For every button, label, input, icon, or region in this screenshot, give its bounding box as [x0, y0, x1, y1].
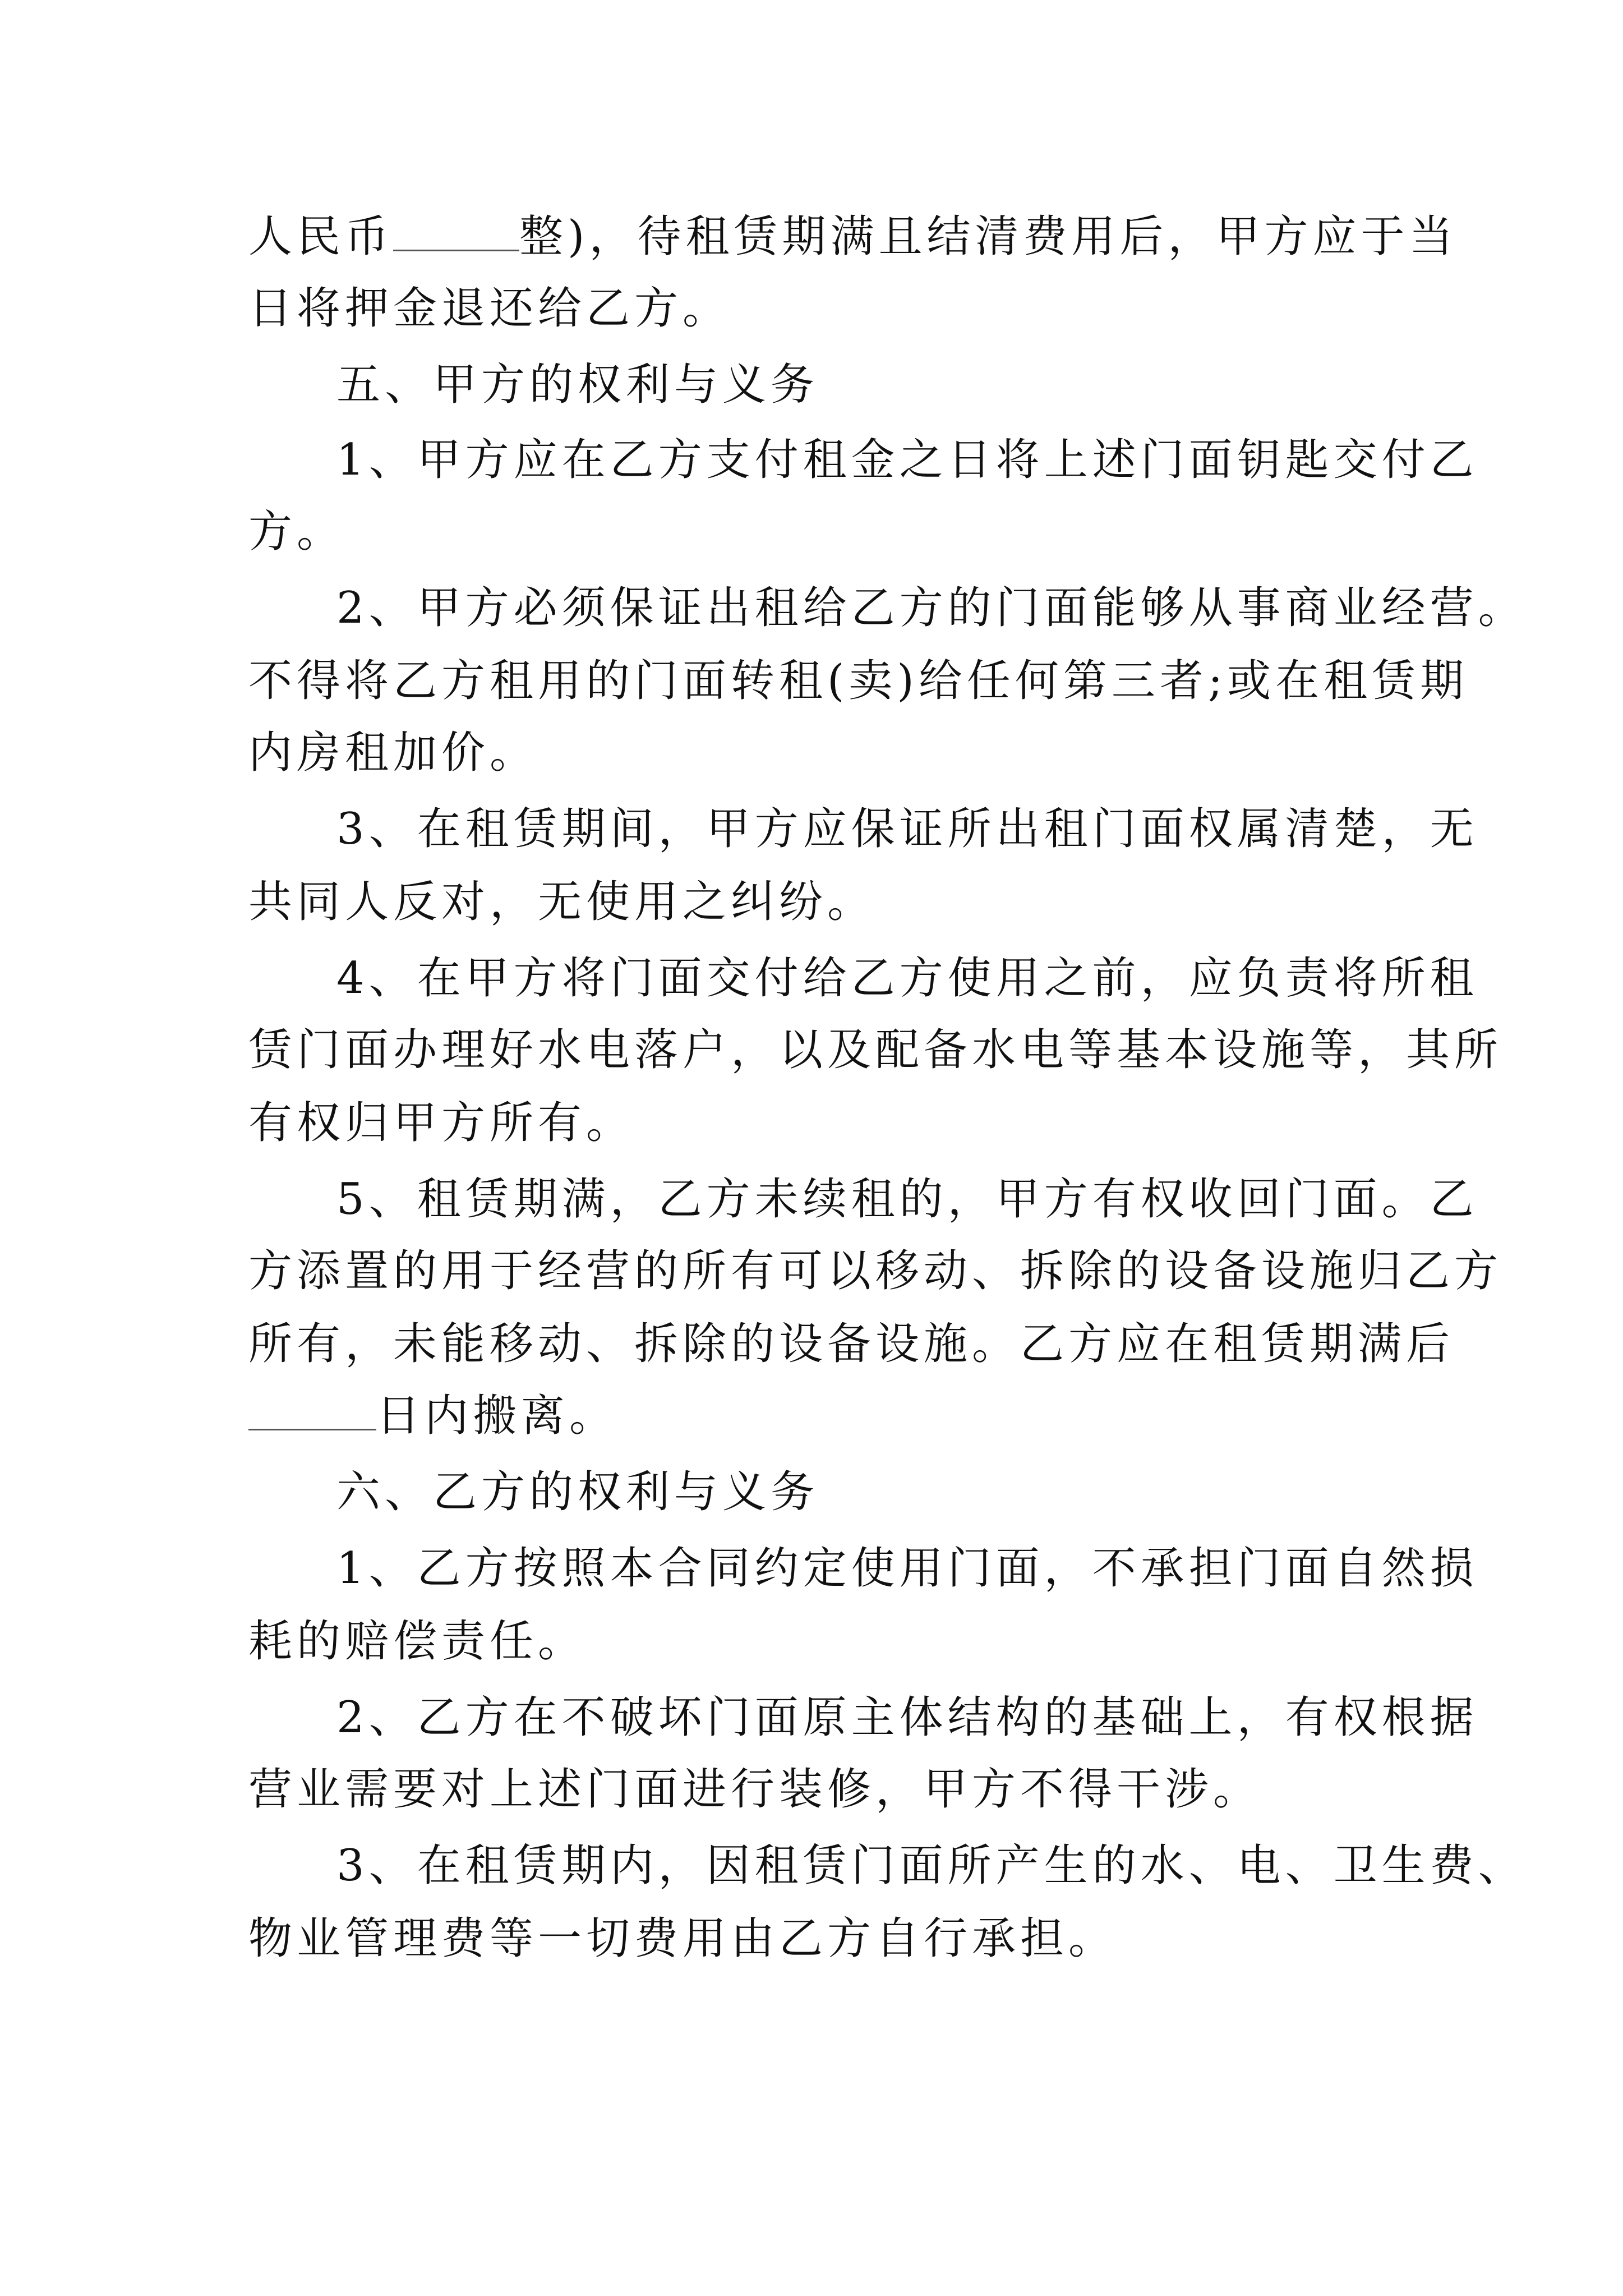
text-line: 2、甲方必须保证出租给乙方的门面能够从事商业经营。	[336, 583, 1527, 633]
text-line: 方。	[248, 507, 345, 557]
text-line	[248, 1388, 617, 1444]
text-line: 2、乙方在不破坏门面原主体结构的基础上，有权根据	[336, 1692, 1478, 1743]
text-line: 4、在甲方将门面交付给乙方使用之前，应负责将所租	[336, 953, 1478, 1004]
text-line: 1、甲方应在乙方支付租金之日将上述门面钥匙交付乙	[336, 435, 1478, 485]
line-text: 人民币	[248, 211, 394, 262]
text-line: 赁门面办理好水电落户，以及配备水电等基本设施等，其所	[248, 1025, 1503, 1075]
move-out-days-blank	[248, 1389, 376, 1430]
text-line	[248, 209, 1457, 265]
text-line: 3、在租赁期内，因租赁门面所产生的水、电、卫生费、	[336, 1841, 1527, 1891]
text-line: 营业需要对上述门面进行装修，甲方不得干涉。	[248, 1764, 1262, 1815]
text-line: 物业管理费等一切费用由乙方自行承担。	[248, 1913, 1117, 1964]
text-line: 有权归甲方所有。	[248, 1098, 635, 1148]
line-text: 整)，待租赁期满且结清费用后，甲方应于当	[519, 211, 1458, 262]
text-line: 方添置的用于经营的所有可以移动、拆除的设备设施归乙方	[248, 1246, 1503, 1296]
text-line: 耗的赔偿责任。	[248, 1616, 587, 1667]
deposit-amount-blank	[393, 210, 519, 251]
line-text: 日内搬离。	[376, 1391, 618, 1441]
text-line: 所有，未能移动、拆除的设备设施。乙方应在租赁期满后	[248, 1319, 1455, 1369]
text-line: 不得将乙方租用的门面转租(卖)给任何第三者;或在租赁期	[248, 656, 1469, 706]
text-line: 5、租赁期满，乙方未续租的，甲方有权收回门面。乙	[336, 1174, 1478, 1225]
section-heading-6: 六、乙方的权利与义务	[336, 1467, 819, 1517]
text-line: 1、乙方按照本合同约定使用门面，不承担门面自然损	[336, 1543, 1478, 1594]
text-line: 共同人反对，无使用之纠纷。	[248, 877, 876, 927]
text-line: 内房租加价。	[248, 728, 538, 778]
section-heading-5: 五、甲方的权利与义务	[336, 360, 819, 410]
text-line: 日将押金退还给乙方。	[248, 283, 731, 334]
text-line: 3、在租赁期间，甲方应保证所出租门面权属清楚，无	[336, 804, 1478, 854]
